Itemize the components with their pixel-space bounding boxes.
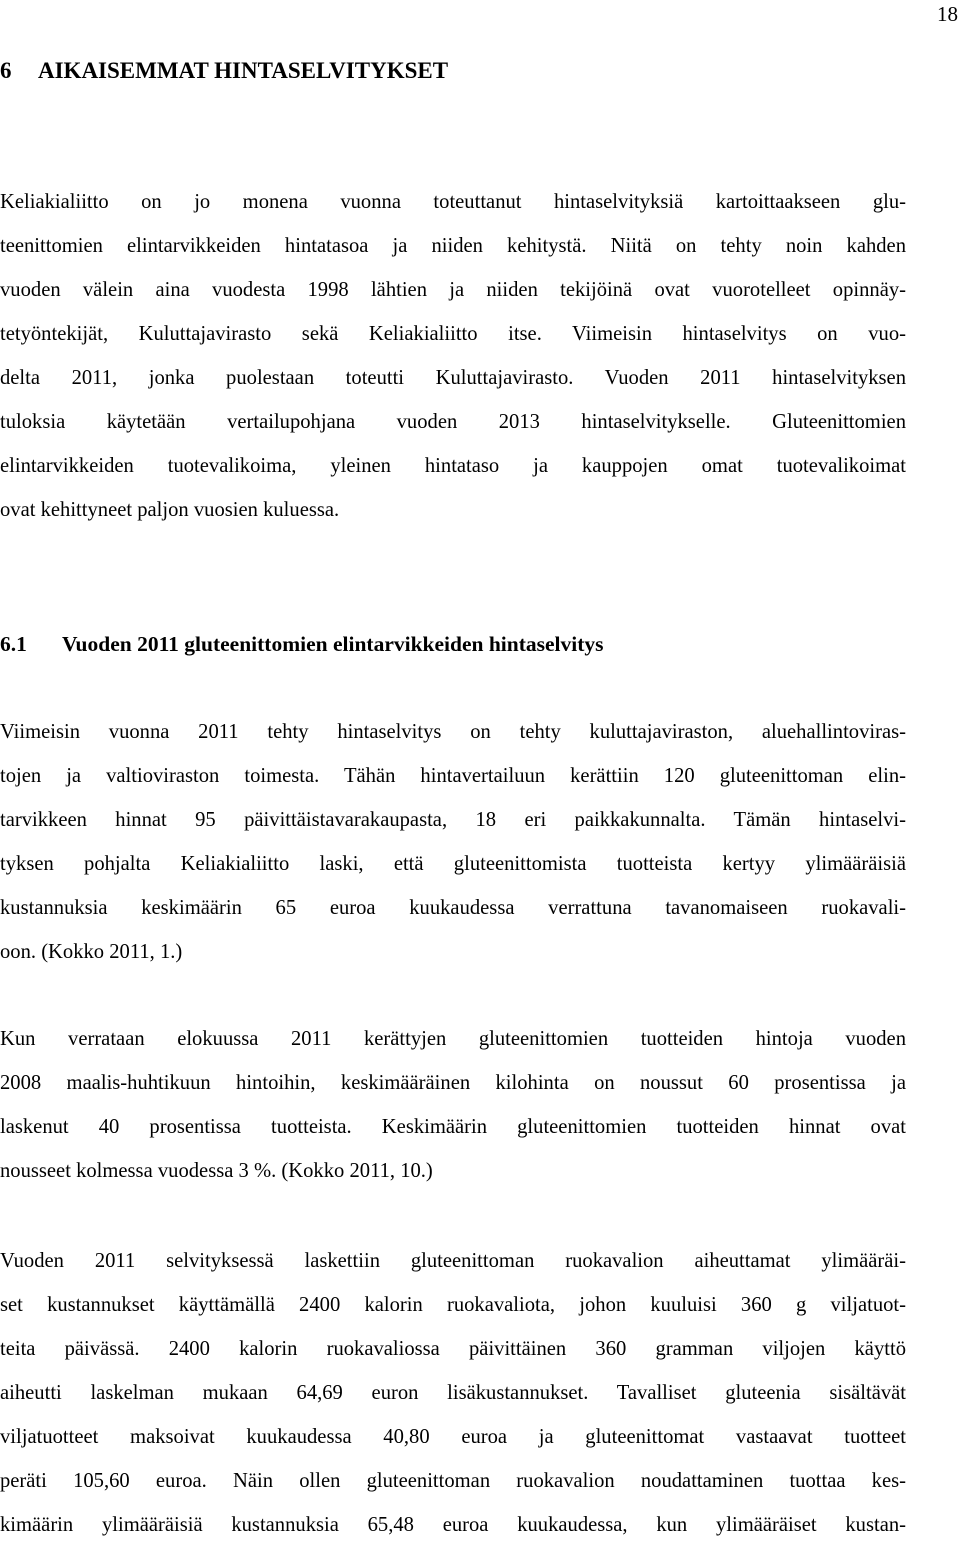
paragraph-line: tetyöntekijät, Kuluttajavirasto sekä Keliakialiitto itse. Viimeisin hintaselvitys on vuo- [0, 323, 906, 345]
paragraph-intro [0, 180, 906, 532]
paragraph-line: kimäärin ylimääräisiä kustannuksia 65,48 euroa kuukaudessa, kun ylimääräiset kustan- [0, 1514, 906, 1536]
paragraph-line: tarvikkeen hinnat 95 päivittäistavarakaupasta, 18 eri paikkakunnalta. Tämän hintaselvi- [0, 809, 906, 831]
paragraph-line: vuoden välein aina vuodesta 1998 lähtien ja niiden tekijöinä ovat vuorotelleet opinnäy- [0, 279, 906, 301]
section-number: 6 [0, 58, 12, 83]
paragraph-extra-costs [0, 1239, 906, 1547]
paragraph-price-comparison [0, 1017, 906, 1193]
paragraph-line: Viimeisin vuonna 2011 tehty hintaselvitys on tehty kuluttajaviraston, aluehallintoviras- [0, 721, 906, 743]
paragraph-line: peräti 105,60 euroa. Näin ollen gluteenittoman ruokavalion noudattaminen tuottaa kes- [0, 1470, 906, 1492]
paragraph-line: elintarvikkeiden tuotevalikoima, yleinen hintataso ja kauppojen omat tuotevalikoimat [0, 455, 906, 477]
paragraph-line: Kun verrataan elokuussa 2011 kerättyjen gluteenittomien tuotteiden hintoja vuoden [0, 1028, 906, 1050]
paragraph-line: Keliakialiitto on jo monena vuonna toteuttanut hintaselvityksiä kartoittaakseen glu- [0, 191, 906, 213]
page-number: 18 [937, 2, 958, 26]
paragraph-line: teenittomien elintarvikkeiden hintatasoa ja niiden kehitystä. Niitä on tehty noin kahden [0, 235, 906, 257]
subsection-title: Vuoden 2011 gluteenittomien elintarvikkeiden hintaselvitys [62, 632, 604, 656]
paragraph-line: 2008 maalis-huhtikuun hintoihin, keskimääräinen kilohinta on noussut 60 prosentissa ja [0, 1072, 906, 1094]
subsection-heading [0, 629, 604, 659]
paragraph-line: Vuoden 2011 selvityksessä laskettiin gluteenittoman ruokavalion aiheuttamat ylimääräi- [0, 1250, 906, 1272]
paragraph-line: kustannuksia keskimäärin 65 euroa kuukaudessa verrattuna tavanomaiseen ruokavali- [0, 897, 906, 919]
paragraph-line: set kustannukset käyttämällä 2400 kalorin ruokavaliota, johon kuuluisi 360 g viljatuot- [0, 1294, 906, 1316]
paragraph-line: ovat kehittyneet paljon vuosien kuluessa. [0, 499, 340, 521]
paragraph-line: laskenut 40 prosentissa tuotteista. Keskimäärin gluteenittomien tuotteiden hinnat ovat [0, 1116, 906, 1138]
section-heading [0, 56, 448, 86]
paragraph-line: tuloksia käytetään vertailupohjana vuoden 2013 hintaselvitykselle. Gluteenittomien [0, 411, 906, 433]
paragraph-line: delta 2011, jonka puolestaan toteutti Kuluttajavirasto. Vuoden 2011 hintaselvityksen [0, 367, 906, 389]
section-title: AIKAISEMMAT HINTASELVITYKSET [38, 58, 449, 83]
subsection-number: 6.1 [0, 632, 27, 656]
paragraph-survey-2011 [0, 710, 906, 974]
paragraph-line: oon. (Kokko 2011, 1.) [0, 941, 183, 963]
paragraph-line: tyksen pohjalta Keliakialiitto laski, että gluteenittomista tuotteista kertyy ylimääräisiä [0, 853, 906, 875]
paragraph-line: teita päivässä. 2400 kalorin ruokavaliossa päivittäinen 360 gramman viljojen käyttö [0, 1338, 906, 1360]
paragraph-line: tojen ja valtioviraston toimesta. Tähän hintavertailuun kerättiin 120 gluteenittoman elin- [0, 765, 906, 787]
paragraph-line: aiheutti laskelman mukaan 64,69 euron lisäkustannukset. Tavalliset gluteenia sisältävät [0, 1382, 906, 1404]
paragraph-line: viljatuotteet maksoivat kuukaudessa 40,80 euroa ja gluteenittomat vastaavat tuotteet [0, 1426, 906, 1448]
paragraph-line: nousseet kolmessa vuodessa 3 %. (Kokko 2011, 10.) [0, 1160, 433, 1182]
